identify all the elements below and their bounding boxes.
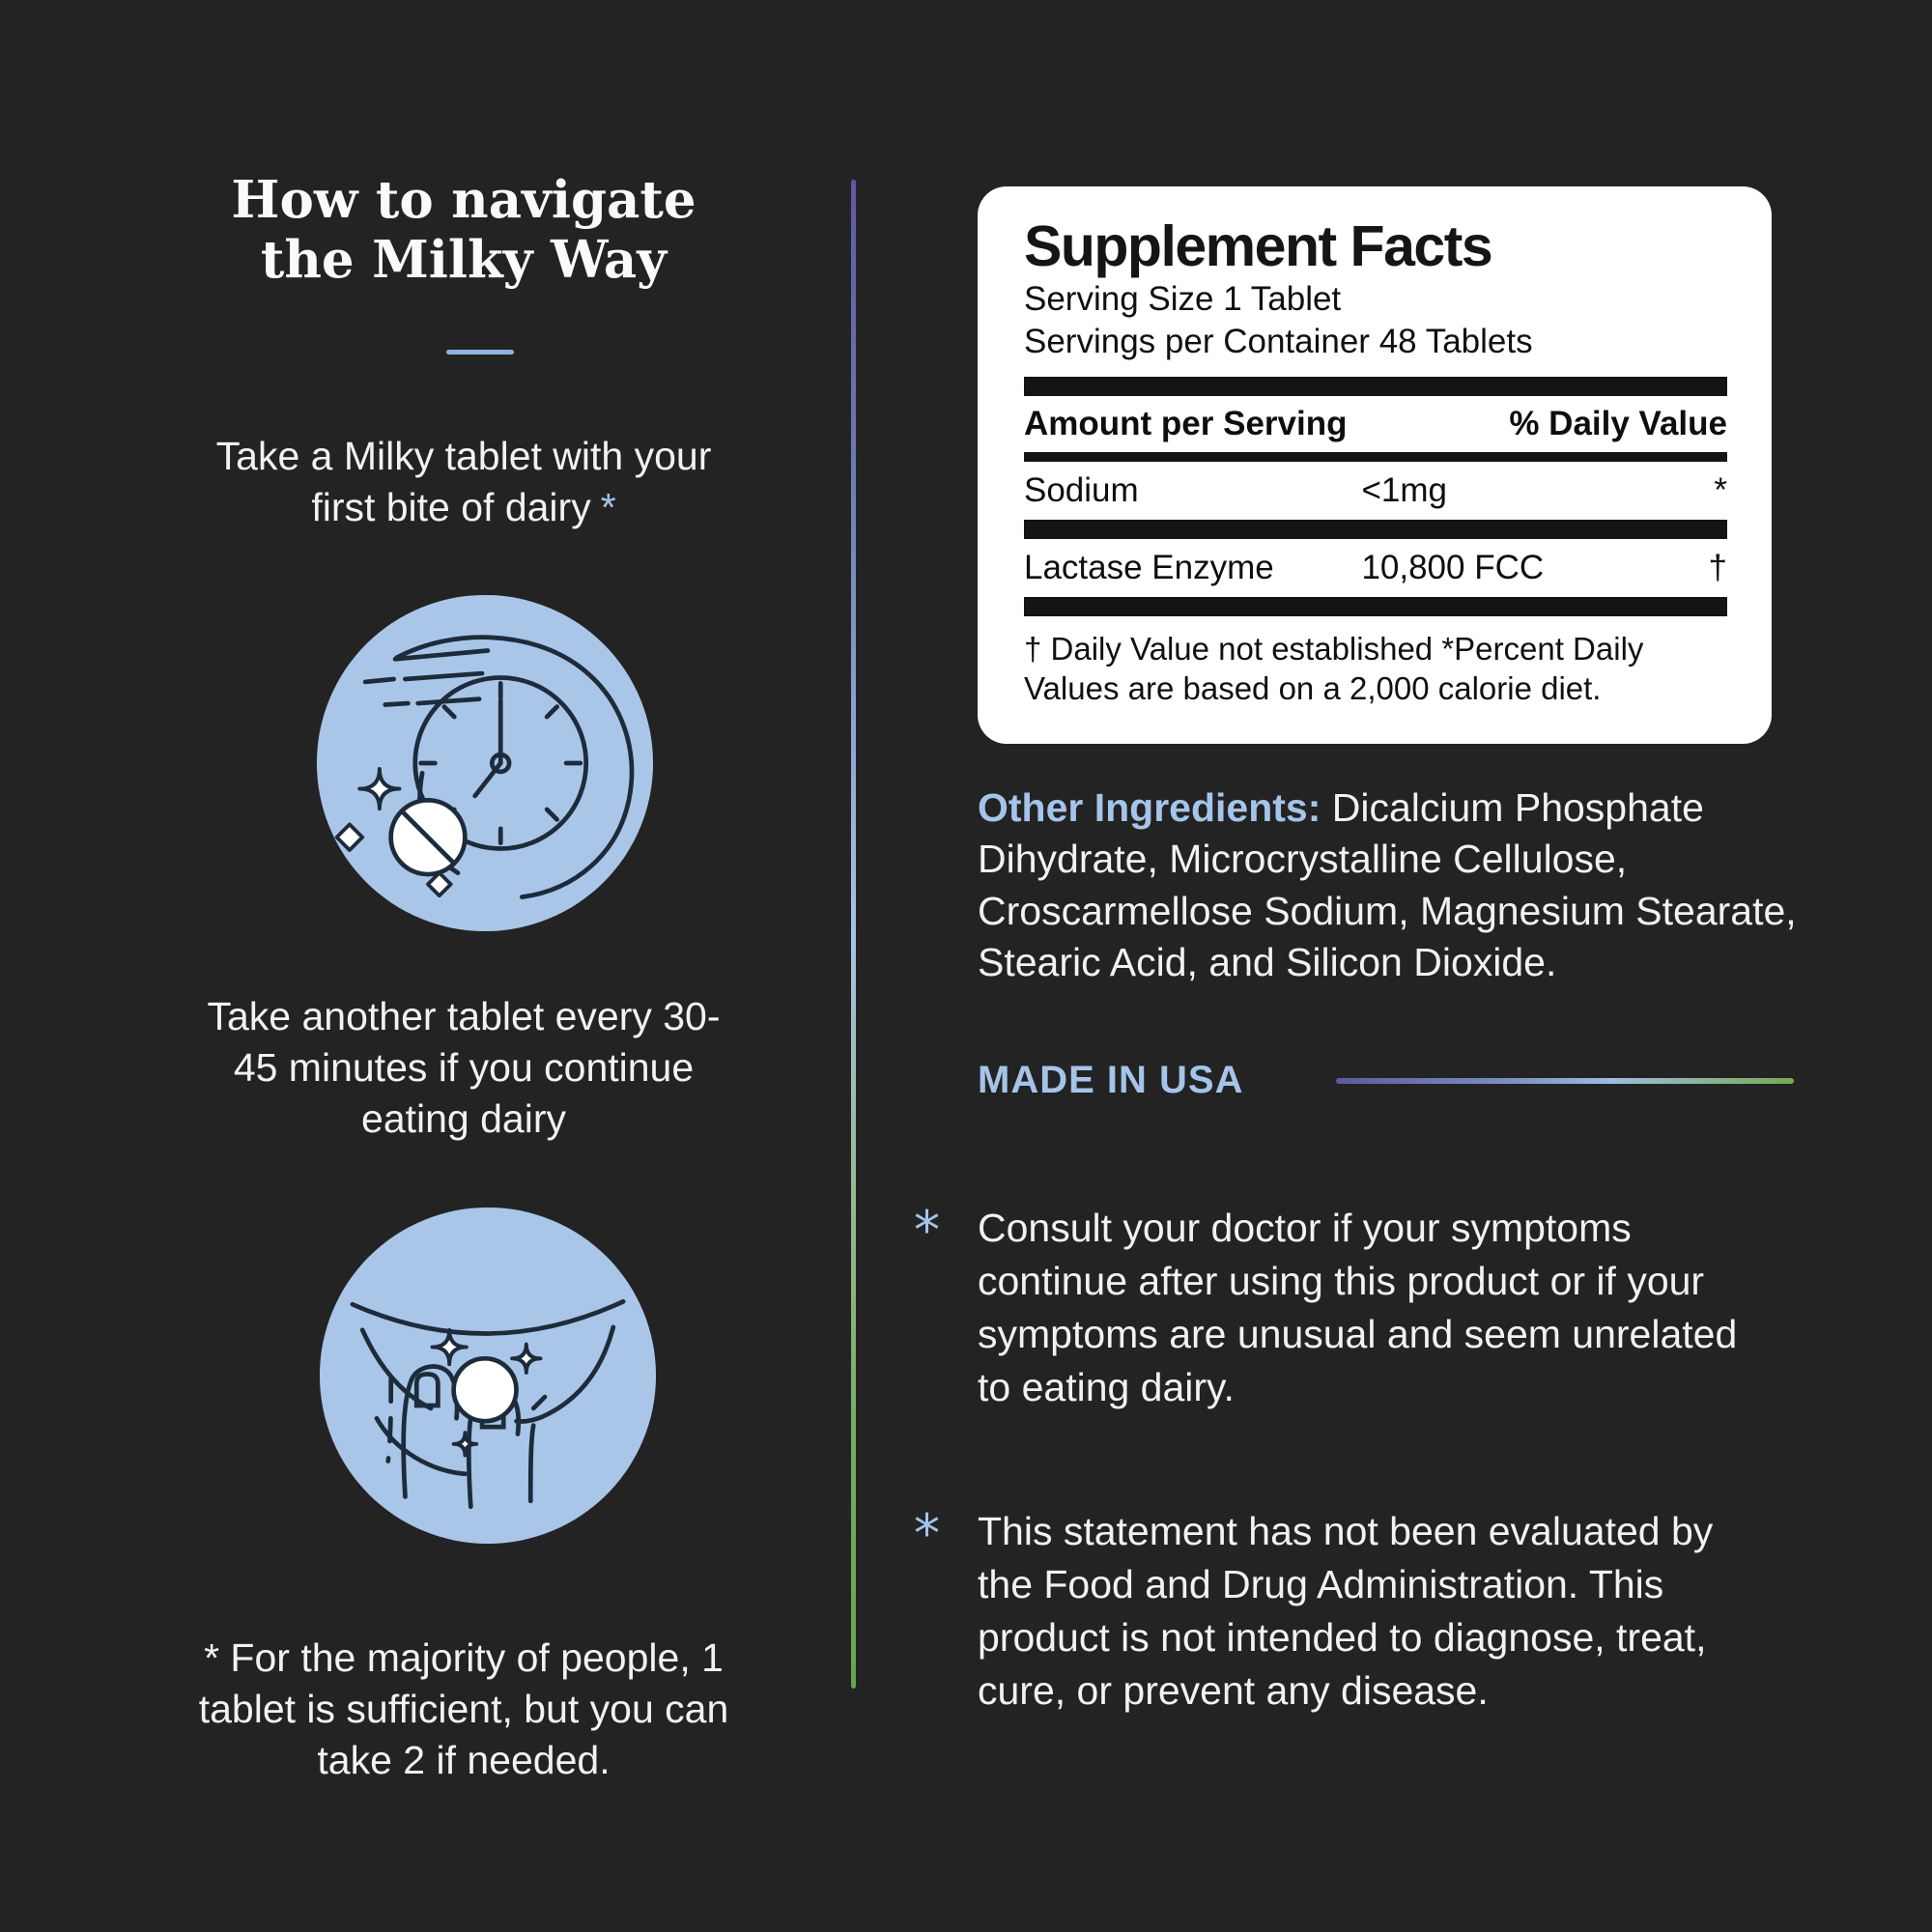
thick-rule xyxy=(1024,377,1727,396)
nutrient-amount: <1mg xyxy=(1361,471,1447,510)
nutrient-name: Sodium xyxy=(1024,471,1139,510)
nutrient-row-lactase xyxy=(1024,539,1727,597)
instruction-step-1-text: Take a Milky tablet with your first bite of dairy xyxy=(215,434,712,529)
other-ingredients-text: Dicalcium Phosphate Dihydrate, Microcrystalline Cellulose, Croscarmellose Sodium, Magnesium Stearate, Stearic Acid, and Silicon Dioxide. xyxy=(978,785,1797,984)
made-in-usa-row xyxy=(978,1059,1794,1102)
page-title xyxy=(116,170,811,290)
disclaimer-fda-statement xyxy=(914,1505,1799,1718)
medium-rule xyxy=(1024,452,1727,462)
heading-underline-divider xyxy=(446,350,514,355)
instruction-step-1 xyxy=(193,431,734,533)
page-title-line2: the Milky Way xyxy=(260,230,668,290)
gradient-column-divider xyxy=(851,180,856,1689)
daily-value-footnote: † Daily Value not established *Percent Daily Values are based on a 2,000 calorie diet. xyxy=(1024,631,1644,706)
thick-rule xyxy=(1024,597,1727,616)
hand-holding-tablet-icon xyxy=(317,1205,659,1547)
amount-per-serving-header: Amount per Serving xyxy=(1024,405,1348,443)
daily-value-header: % Daily Value xyxy=(1509,405,1727,443)
dosage-footnote: * For the majority of people, 1 tablet is sufficient, but you can take 2 if needed. xyxy=(198,1635,729,1782)
serving-size: Serving Size 1 Tablet xyxy=(1024,279,1342,318)
nutrient-dv-mark: * xyxy=(1714,471,1727,510)
made-in-usa-label: MADE IN USA xyxy=(978,1059,1244,1101)
asterisk-bullet: * xyxy=(914,1200,940,1261)
other-ingredients xyxy=(978,782,1828,988)
other-ingredients-label: Other Ingredients: xyxy=(978,785,1321,830)
instruction-step-2-text: Take another tablet every 30-45 minutes if you continue eating dairy xyxy=(207,994,721,1141)
nutrient-row-sodium xyxy=(1024,462,1727,520)
disclaimer-fda-statement-text: This statement has not been evaluated by the Food and Drug Administration. This product is not intended to diagnose, treat, cure, or prevent any disease. xyxy=(978,1509,1714,1713)
thick-rule xyxy=(1024,520,1727,539)
asterisk-bullet: * xyxy=(914,1503,940,1564)
clock-speed-icon xyxy=(314,592,656,934)
page-title-line1: How to navigate xyxy=(231,170,696,230)
step-1-asterisk: * xyxy=(600,484,616,529)
supplement-facts-title: Supplement Facts xyxy=(1024,214,1492,278)
facts-column-headers xyxy=(1024,396,1727,452)
clock-tablet-illustration xyxy=(314,592,656,934)
nutrient-amount: 10,800 FCC xyxy=(1361,549,1545,587)
nutrient-name: Lactase Enzyme xyxy=(1024,549,1274,587)
made-in-usa-gradient-line xyxy=(1336,1078,1794,1084)
nutrient-dv-mark: † xyxy=(1708,549,1727,587)
instruction-step-2 xyxy=(193,991,734,1145)
disclaimer-consult-doctor-text: Consult your doctor if your symptoms continue after using this product or if your symptoms are unusual and seem unrelated to eating dairy. xyxy=(978,1206,1738,1409)
disclaimer-consult-doctor xyxy=(914,1202,1799,1414)
supplement-facts-panel xyxy=(978,186,1772,744)
servings-per-container: Servings per Container 48 Tablets xyxy=(1024,322,1533,360)
hand-tablet-illustration xyxy=(317,1205,659,1547)
